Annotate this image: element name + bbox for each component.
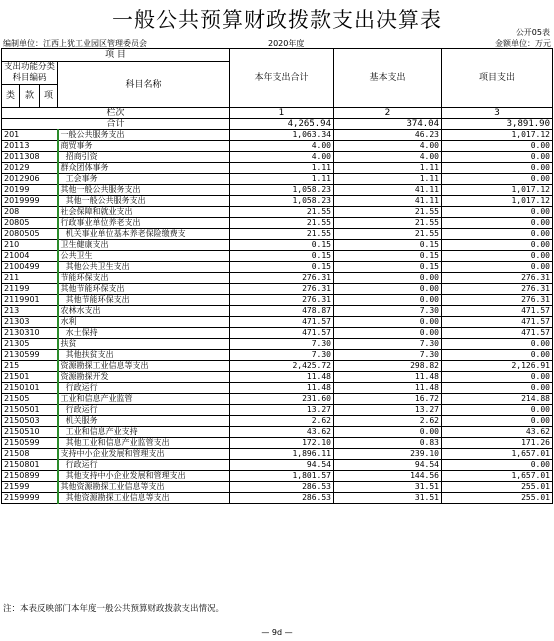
row-project: 1,657.01 — [442, 471, 553, 482]
row-total: 1,058.23 — [230, 185, 334, 196]
row-project: 0.00 — [442, 372, 553, 383]
row-total: 0.15 — [230, 251, 334, 262]
row-basic: 16.72 — [334, 394, 442, 405]
row-basic: 21.55 — [334, 218, 442, 229]
form-number: 公开05表 — [515, 28, 550, 37]
row-project: 1,017.12 — [442, 185, 553, 196]
row-project: 255.01 — [442, 493, 553, 504]
row-code: 2080505 — [2, 229, 58, 240]
row-total: 172.10 — [230, 438, 334, 449]
row-total: 11.48 — [230, 383, 334, 394]
row-subject: 商贸事务 — [58, 141, 230, 152]
col-number-3: 3 — [442, 108, 553, 119]
row-code: 21505 — [2, 394, 58, 405]
total-project: 3,891.90 — [442, 119, 553, 130]
table-row — [2, 328, 553, 339]
row-subject: 工业和信息产业监管 — [58, 394, 230, 405]
row-total: 471.57 — [230, 317, 334, 328]
row-basic: 94.54 — [334, 460, 442, 471]
row-code: 2012906 — [2, 174, 58, 185]
row-total: 7.30 — [230, 350, 334, 361]
row-project: 276.31 — [442, 284, 553, 295]
row-project: 255.01 — [442, 482, 553, 493]
row-basic: 0.15 — [334, 262, 442, 273]
row-total: 94.54 — [230, 460, 334, 471]
row-code: 21305 — [2, 339, 58, 350]
table-row — [2, 416, 553, 427]
header-subject-name: 科目名称 — [58, 62, 230, 108]
row-project: 2,126.91 — [442, 361, 553, 372]
row-project: 0.00 — [442, 152, 553, 163]
row-code: 201 — [2, 130, 58, 141]
row-code: 2019999 — [2, 196, 58, 207]
row-code: 2011308 — [2, 152, 58, 163]
table-row — [2, 449, 553, 460]
row-project: 0.00 — [442, 163, 553, 174]
row-code: 2150599 — [2, 438, 58, 449]
row-project: 0.00 — [442, 218, 553, 229]
page-footer: — 9d — — [261, 628, 293, 637]
row-total: 21.55 — [230, 218, 334, 229]
row-total: 21.55 — [230, 229, 334, 240]
row-code: 2119901 — [2, 295, 58, 306]
row-total: 231.60 — [230, 394, 334, 405]
header-basic: 基本支出 — [334, 49, 442, 108]
table-row — [2, 141, 553, 152]
row-subject: 群众团体事务 — [58, 163, 230, 174]
row-project: 0.00 — [442, 262, 553, 273]
row-basic: 41.11 — [334, 185, 442, 196]
table-row — [2, 471, 553, 482]
row-project: 0.00 — [442, 460, 553, 471]
row-total: 1,801.57 — [230, 471, 334, 482]
row-subject: 行政运行 — [58, 405, 230, 416]
row-project: 471.57 — [442, 306, 553, 317]
row-basic: 0.15 — [334, 240, 442, 251]
table-row — [2, 207, 553, 218]
row-project: 171.26 — [442, 438, 553, 449]
lanci-label: 栏次 — [2, 108, 230, 119]
row-total: 276.31 — [230, 295, 334, 306]
row-subject: 工业和信息产业支持 — [58, 427, 230, 438]
table-row — [2, 229, 553, 240]
table-row — [2, 185, 553, 196]
row-basic: 21.55 — [334, 229, 442, 240]
row-basic: 7.30 — [334, 306, 442, 317]
header-kuan: 款 — [20, 85, 40, 108]
row-basic: 1.11 — [334, 174, 442, 185]
row-code: 21303 — [2, 317, 58, 328]
row-project: 0.00 — [442, 141, 553, 152]
row-total: 1,896.11 — [230, 449, 334, 460]
row-subject: 其他工业和信息产业监管支出 — [58, 438, 230, 449]
table-row — [2, 317, 553, 328]
page-title: 一般公共预算财政拨款支出决算表 — [112, 8, 442, 32]
row-subject: 其他资源勘探工业信息等支出 — [58, 493, 230, 504]
header-item: 项 目 — [2, 49, 230, 62]
row-total: 11.48 — [230, 372, 334, 383]
row-basic: 0.00 — [334, 273, 442, 284]
row-basic: 0.83 — [334, 438, 442, 449]
table-row — [2, 240, 553, 251]
row-basic: 13.27 — [334, 405, 442, 416]
row-basic: 31.51 — [334, 482, 442, 493]
row-code: 20113 — [2, 141, 58, 152]
row-project: 0.00 — [442, 174, 553, 185]
row-code: 2130599 — [2, 350, 58, 361]
row-subject: 行政运行 — [58, 460, 230, 471]
row-code: 20129 — [2, 163, 58, 174]
row-basic: 0.00 — [334, 317, 442, 328]
table-row — [2, 383, 553, 394]
row-code: 211 — [2, 273, 58, 284]
table-row — [2, 482, 553, 493]
row-total: 21.55 — [230, 207, 334, 218]
row-basic: 7.30 — [334, 339, 442, 350]
row-code: 21599 — [2, 482, 58, 493]
row-code: 20199 — [2, 185, 58, 196]
row-basic: 0.15 — [334, 251, 442, 262]
row-subject: 公共卫生 — [58, 251, 230, 262]
row-total: 0.15 — [230, 262, 334, 273]
row-subject: 招商引资 — [58, 152, 230, 163]
row-total: 2,425.72 — [230, 361, 334, 372]
row-total: 7.30 — [230, 339, 334, 350]
row-subject: 一般公共服务支出 — [58, 130, 230, 141]
row-subject: 其他一般公共服务支出 — [58, 185, 230, 196]
row-basic: 0.00 — [334, 328, 442, 339]
table-row — [2, 130, 553, 141]
table-row — [2, 438, 553, 449]
row-subject: 其他资源勘探工业信息等支出 — [58, 482, 230, 493]
row-project: 1,017.12 — [442, 130, 553, 141]
row-code: 2150899 — [2, 471, 58, 482]
table-row — [2, 361, 553, 372]
row-subject: 机关事业单位基本养老保险缴费支 — [58, 229, 230, 240]
header-project: 项目支出 — [442, 49, 553, 108]
row-basic: 0.00 — [334, 284, 442, 295]
row-basic: 239.10 — [334, 449, 442, 460]
row-subject: 水利 — [58, 317, 230, 328]
table-row — [2, 218, 553, 229]
row-basic: 298.82 — [334, 361, 442, 372]
row-project: 276.31 — [442, 273, 553, 284]
row-total: 0.15 — [230, 240, 334, 251]
table-row — [2, 284, 553, 295]
row-project: 0.00 — [442, 383, 553, 394]
row-subject: 支持中小企业发展和管理支出 — [58, 449, 230, 460]
row-subject: 工会事务 — [58, 174, 230, 185]
table-row — [2, 372, 553, 383]
row-total: 1,058.23 — [230, 196, 334, 207]
table-row — [2, 405, 553, 416]
budget-table — [1, 48, 553, 504]
row-basic: 0.00 — [334, 295, 442, 306]
row-code: 21199 — [2, 284, 58, 295]
col-number-2: 2 — [334, 108, 442, 119]
report-year: 2020年度 — [268, 39, 305, 48]
amount-unit: 金额单位：万元 — [495, 39, 551, 48]
row-code: 20805 — [2, 218, 58, 229]
row-total: 1,063.34 — [230, 130, 334, 141]
row-total: 286.53 — [230, 482, 334, 493]
row-code: 21508 — [2, 449, 58, 460]
table-note: 注：本表反映部门本年度一般公共预算财政拨款支出情况。 — [3, 604, 225, 614]
row-total: 4.00 — [230, 141, 334, 152]
row-project: 0.00 — [442, 350, 553, 361]
row-code: 2150101 — [2, 383, 58, 394]
row-basic: 41.11 — [334, 196, 442, 207]
row-project: 0.00 — [442, 251, 553, 262]
row-basic: 46.23 — [334, 130, 442, 141]
row-code: 208 — [2, 207, 58, 218]
row-basic: 144.56 — [334, 471, 442, 482]
table-row — [2, 350, 553, 361]
row-code: 2150801 — [2, 460, 58, 471]
table-row — [2, 152, 553, 163]
row-basic: 4.00 — [334, 152, 442, 163]
row-project: 0.00 — [442, 229, 553, 240]
row-project: 214.88 — [442, 394, 553, 405]
row-code: 2150503 — [2, 416, 58, 427]
table-row — [2, 460, 553, 471]
row-basic: 21.55 — [334, 207, 442, 218]
header-func-code: 支出功能分类科目编码 — [2, 62, 58, 85]
row-total: 1.11 — [230, 163, 334, 174]
col-number-1: 1 — [230, 108, 334, 119]
row-subject: 其他一般公共服务支出 — [58, 196, 230, 207]
row-basic: 31.51 — [334, 493, 442, 504]
table-row — [2, 339, 553, 350]
row-subject: 资源勘探工业信息等支出 — [58, 361, 230, 372]
table-row — [2, 163, 553, 174]
row-subject: 其他公共卫生支出 — [58, 262, 230, 273]
row-subject: 社会保障和就业支出 — [58, 207, 230, 218]
table-row — [2, 306, 553, 317]
table-row — [2, 427, 553, 438]
row-subject: 行政事业单位养老支出 — [58, 218, 230, 229]
unit-label: 编制单位：江西上犹工业园区管理委员会 — [3, 39, 147, 48]
row-project: 1,657.01 — [442, 449, 553, 460]
row-project: 0.00 — [442, 416, 553, 427]
row-total: 478.87 — [230, 306, 334, 317]
row-subject: 机关服务 — [58, 416, 230, 427]
row-total: 276.31 — [230, 284, 334, 295]
total-basic: 374.04 — [334, 119, 442, 130]
row-total: 2.62 — [230, 416, 334, 427]
row-subject: 其他扶贫支出 — [58, 350, 230, 361]
row-code: 2150510 — [2, 427, 58, 438]
header-lei: 类 — [2, 85, 20, 108]
row-total: 1.11 — [230, 174, 334, 185]
row-subject: 资源勘探开发 — [58, 372, 230, 383]
row-code: 2100499 — [2, 262, 58, 273]
row-subject: 其他支持中小企业发展和管理支出 — [58, 471, 230, 482]
table-row — [2, 394, 553, 405]
row-basic: 0.00 — [334, 427, 442, 438]
total-label: 合计 — [2, 119, 230, 130]
row-code: 2159999 — [2, 493, 58, 504]
row-subject: 节能环保支出 — [58, 273, 230, 284]
row-total: 4.00 — [230, 152, 334, 163]
header-total: 本年支出合计 — [230, 49, 334, 108]
table-row — [2, 196, 553, 207]
total-amount: 4,265.94 — [230, 119, 334, 130]
row-code: 2150501 — [2, 405, 58, 416]
row-total: 286.53 — [230, 493, 334, 504]
row-project: 276.31 — [442, 295, 553, 306]
row-subject: 扶贫 — [58, 339, 230, 350]
row-subject: 其他节能环保支出 — [58, 284, 230, 295]
row-subject: 行政运行 — [58, 383, 230, 394]
row-basic: 2.62 — [334, 416, 442, 427]
row-total: 43.62 — [230, 427, 334, 438]
row-basic: 7.30 — [334, 350, 442, 361]
row-subject: 其他节能环保支出 — [58, 295, 230, 306]
row-project: 1,017.12 — [442, 196, 553, 207]
row-project: 43.62 — [442, 427, 553, 438]
table-row — [2, 493, 553, 504]
row-total: 471.57 — [230, 328, 334, 339]
row-subject: 农林水支出 — [58, 306, 230, 317]
row-total: 13.27 — [230, 405, 334, 416]
row-subject: 水土保持 — [58, 328, 230, 339]
row-code: 215 — [2, 361, 58, 372]
row-total: 276.31 — [230, 273, 334, 284]
row-project: 471.57 — [442, 317, 553, 328]
row-project: 0.00 — [442, 339, 553, 350]
row-code: 210 — [2, 240, 58, 251]
header-xiang: 项 — [40, 85, 58, 108]
row-basic: 11.48 — [334, 372, 442, 383]
row-project: 0.00 — [442, 240, 553, 251]
table-row — [2, 273, 553, 284]
table-row — [2, 262, 553, 273]
row-code: 21004 — [2, 251, 58, 262]
table-row — [2, 295, 553, 306]
row-project: 0.00 — [442, 207, 553, 218]
table-row — [2, 251, 553, 262]
row-basic: 11.48 — [334, 383, 442, 394]
row-project: 471.57 — [442, 328, 553, 339]
table-row — [2, 174, 553, 185]
row-basic: 1.11 — [334, 163, 442, 174]
row-code: 2130310 — [2, 328, 58, 339]
row-code: 21501 — [2, 372, 58, 383]
row-basic: 4.00 — [334, 141, 442, 152]
row-code: 213 — [2, 306, 58, 317]
row-project: 0.00 — [442, 405, 553, 416]
row-subject: 卫生健康支出 — [58, 240, 230, 251]
